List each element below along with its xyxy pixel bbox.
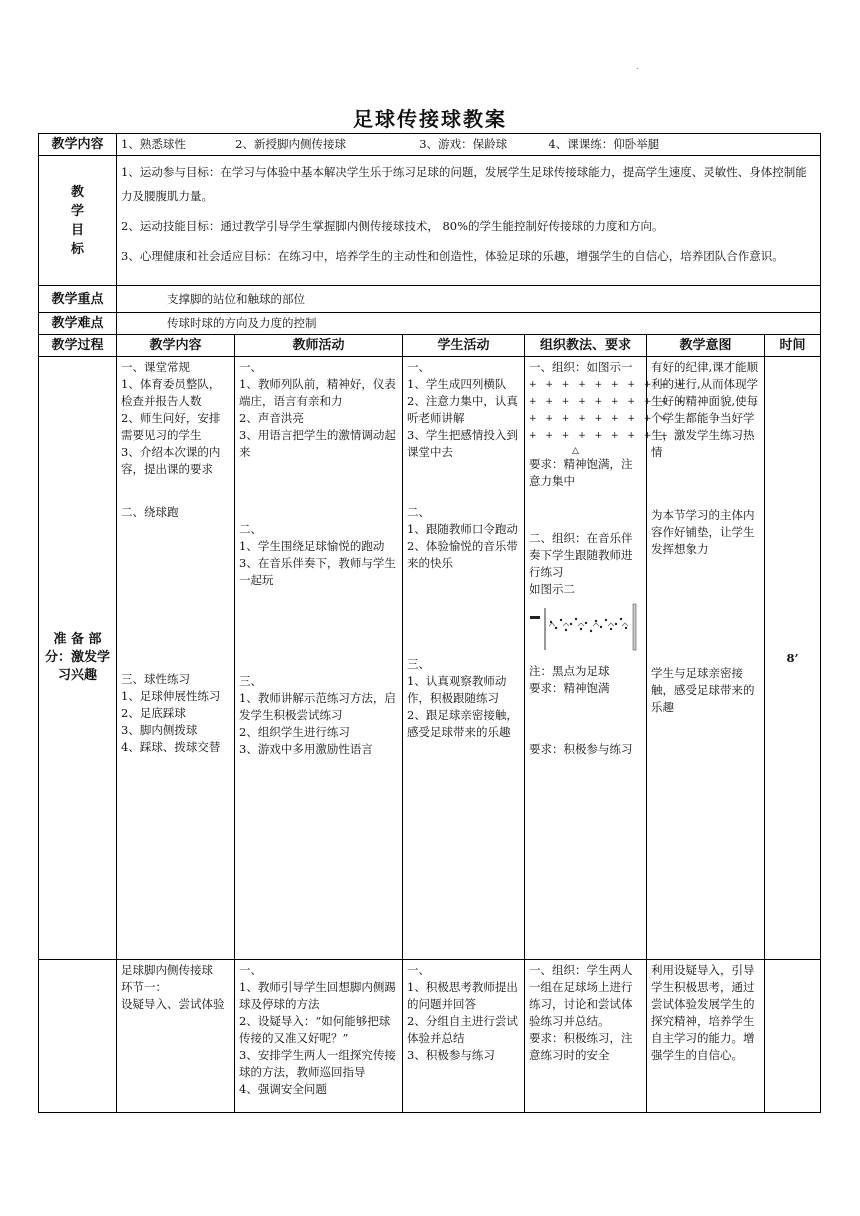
col-header: 组织教法、要求 — [525, 335, 647, 357]
intent-block: 为本节学习的主体内容作好铺垫，让学生发挥想象力 — [651, 508, 755, 556]
key-point-label: 教学重点 — [39, 286, 117, 313]
section-label — [39, 960, 117, 1113]
main-section-row — [39, 960, 821, 1113]
org-cell — [525, 960, 647, 1113]
ball-dots — [550, 618, 627, 632]
page-title: 足球传接球教案 — [353, 107, 507, 131]
formation-row: + + + + + + + + + , — [529, 414, 683, 424]
goals-row — [39, 156, 821, 286]
content-item: 4、课课练：仰卧举腿 — [548, 137, 660, 151]
right-post — [633, 604, 636, 650]
goal-item: 3、心理健康和社会适应目标：在练习中，培养学生的主动性和创造性，体验足球的乐趣，增强学生的自信心，培养团队合作意识。 — [121, 249, 784, 263]
difficulty-label: 教学难点 — [39, 313, 117, 335]
running-diagram — [529, 602, 639, 654]
teacher-block: 一、 1、教师列队前，精神好，仪表端庄，语言有亲和力 2、声音洪亮 3、用语言把学生的激情调动起来 — [239, 360, 396, 459]
goal-item: 1、运动参与目标：在学习与体验中基本解决学生乐于练习足球的问题，发展学生足球传接球能力，提高学生速度、灵敏性、身体控制能力及腰腹肌力量。 — [121, 165, 807, 203]
col-header: 学生活动 — [403, 335, 525, 357]
key-point-text: 支撑脚的站位和触球的部位 — [117, 286, 821, 313]
content-label: 教学内容 — [39, 134, 117, 156]
content-item: 1、熟悉球性 — [121, 137, 186, 151]
org-title: 一、组织：如图示一 — [529, 360, 633, 374]
formation-diagram — [529, 378, 688, 456]
intent-block: 学生与足球亲密接触，感受足球带来的乐趣 — [651, 666, 755, 714]
student-cell — [403, 960, 525, 1113]
key-point-row — [39, 286, 821, 313]
col-header: 时间 — [765, 335, 821, 357]
section-label: 准 备 部分：激发学习兴趣 — [39, 357, 117, 960]
formation-row: + + + + + + + + + + — [529, 380, 688, 390]
content-cell — [117, 357, 235, 960]
student-cell — [403, 357, 525, 960]
student-block: 三、 1、认真观察教师动作，积极跟随练习 2、跟足球亲密接触，感受足球带来的乐趣 — [407, 657, 518, 739]
teacher-cell — [235, 960, 403, 1113]
content-row — [39, 134, 821, 156]
lesson-plan-table — [38, 133, 821, 1113]
intent-block: 有好的纪律,课才能顺利的进行,从而体现学生好的精神面貌,使每个学生都能争当好学生，激发学生练习热情 — [651, 360, 759, 459]
time-cell — [765, 960, 821, 1113]
org-block: 一、组织：学生两人一组在足球场上进行练习，讨论和尝试体验练习并总结。 要求：积极练习，注意练习时的安全 — [529, 963, 633, 1062]
teacher-marker: △ — [572, 446, 579, 456]
student-block: 二、 1、跟随教师口令跑动 2、体验愉悦的音乐带来的快乐 — [407, 505, 518, 570]
goals-text — [117, 156, 821, 286]
col-header: 教学意图 — [647, 335, 765, 357]
student-block: 一、 1、学生成四列横队 2、注意力集中，认真听老师讲解 3、学生把感情投入到课堂中去 — [407, 360, 518, 459]
intent-cell — [647, 357, 765, 960]
content-block: 足球脚内侧传接球 环节一： 设疑导入、尝试体验 — [121, 963, 225, 1011]
time-cell: 8’ — [765, 357, 821, 960]
prep-section-row — [39, 357, 821, 960]
org-requirement: 要求：积极参与练习 — [529, 742, 633, 756]
org-title: 二、组织：在音乐伴奏下学生跟随教师进行练习 如图示二 — [529, 531, 633, 596]
teacher-block: 一、 1、教师引导学生回想脚内侧踢球及停球的方法 2、设疑导入：“如何能够把球传接的又准又好呢？” 3、安排学生两人一组探究传接球的方法，教师巡回指导 4、强调安全问题 — [239, 963, 396, 1096]
page-mark: . — [636, 62, 639, 71]
col-header: 教学过程 — [39, 335, 117, 357]
col-header: 教学内容 — [117, 335, 235, 357]
org-note: 注：黑点为足球 要求：精神饱满 — [529, 664, 610, 695]
intent-cell — [647, 960, 765, 1113]
student-block: 一、 1、积极思考教师提出的问题并回答 2、分组自主进行尝试体验并总结 3、积极参与练习 — [407, 963, 518, 1062]
content-item: 2、新授脚内侧传接球 — [235, 137, 346, 151]
org-requirement: 要求：精神饱满，注意力集中 — [529, 457, 633, 488]
teacher-block: 二、 1、学生围绕足球愉悦的跑动 3、在音乐伴奏下，教师与学生一起玩 — [239, 522, 396, 587]
content-item: 3、游戏：保龄球 — [419, 137, 508, 151]
goal-item: 2、运动技能目标：通过教学引导学生掌握脚内侧传接球技术， 80%的学生能控制好传接球的力度和方向。 — [121, 219, 664, 233]
teacher-cell — [235, 357, 403, 960]
difficulty-text: 传球时球的方向及力度的控制 — [117, 313, 821, 335]
content-block: 三、球性练习 1、足球伸展性练习 2、足底踩球 3、脚内侧拨球 4、踩球、拨球交替 — [121, 672, 221, 754]
header-row — [39, 335, 821, 357]
org-cell — [525, 357, 688, 960]
formation-row: + + + + + + + + + , — [529, 431, 683, 441]
content-block: 二、绕球跑 — [121, 505, 179, 519]
teacher-block: 三、 1、教师讲解示范练习方法，启发学生积极尝试练习 2、组织学生进行练习 3、游戏中多用激励性语言 — [239, 674, 396, 756]
content-cell — [117, 960, 235, 1113]
difficulty-row — [39, 313, 821, 335]
col-header: 教师活动 — [235, 335, 403, 357]
content-items — [117, 134, 821, 156]
content-block: 一、课堂常规 1、体育委员整队，检查并报告人数 2、师生问好，安排需要见习的学生 3、介绍本次课的内容，提出课的要求 — [121, 360, 221, 476]
start-marker — [530, 616, 540, 619]
goals-label: 教 学 目 标 — [39, 156, 117, 286]
formation-row: + + + + + + + + + + — [529, 397, 688, 407]
intent-block: 利用设疑导入，引导学生积极思考，通过尝试体验发展学生的探究精神，培养学生自主学习的能力。增强学生的自信心。 — [651, 963, 755, 1062]
